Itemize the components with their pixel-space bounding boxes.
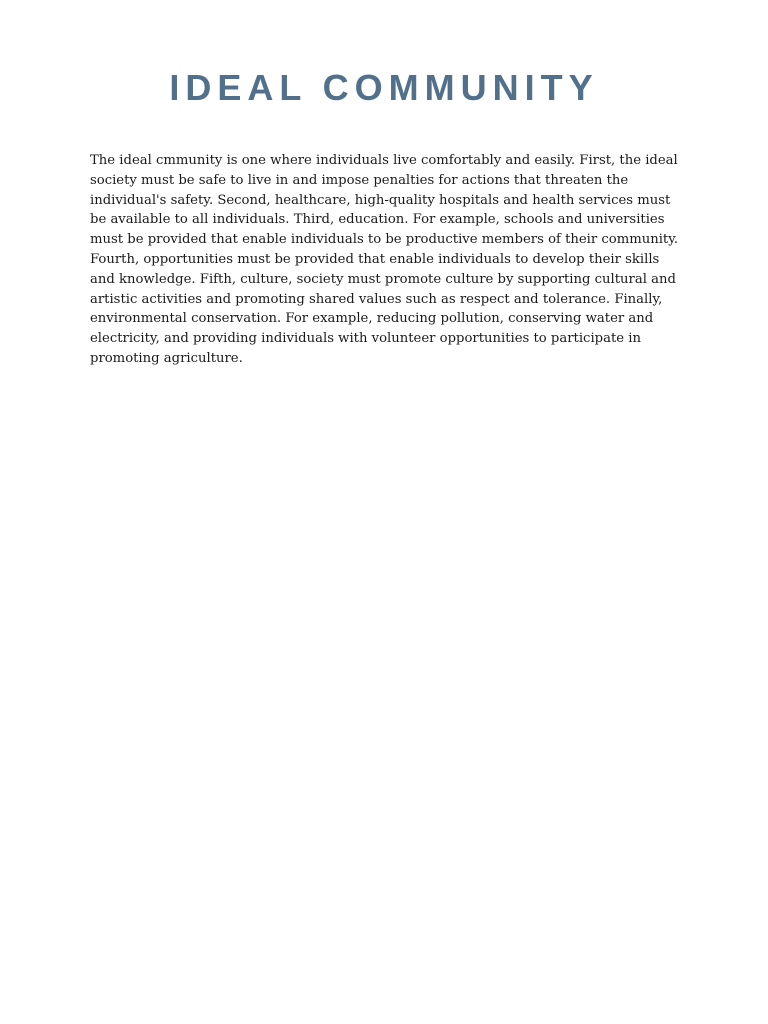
document-paragraph: The ideal cmmunity is one where individuals live comfortably and easily. First, the ideal society must be safe to live in and impose penalties for actions that threaten the individual's safety. Second, healthcare, high-quality hospitals and health services must be available to all individuals. Third, education. For example, schools and universities must be provided that enable individuals to be productive members of their community. Fourth, opportunities must be provided that enable individuals to develop their skills and knowledge. Fifth, culture, society must promote culture by supporting cultural and artistic activities and promoting shared values such as respect and tolerance. Finally, environmental conservation. For example, reducing pollution, conserving water and electricity, and providing individuals with volunteer opportunities to participate in promoting agriculture.	[90, 153, 679, 366]
document-title: IDEAL COMMUNITY	[169, 67, 599, 108]
